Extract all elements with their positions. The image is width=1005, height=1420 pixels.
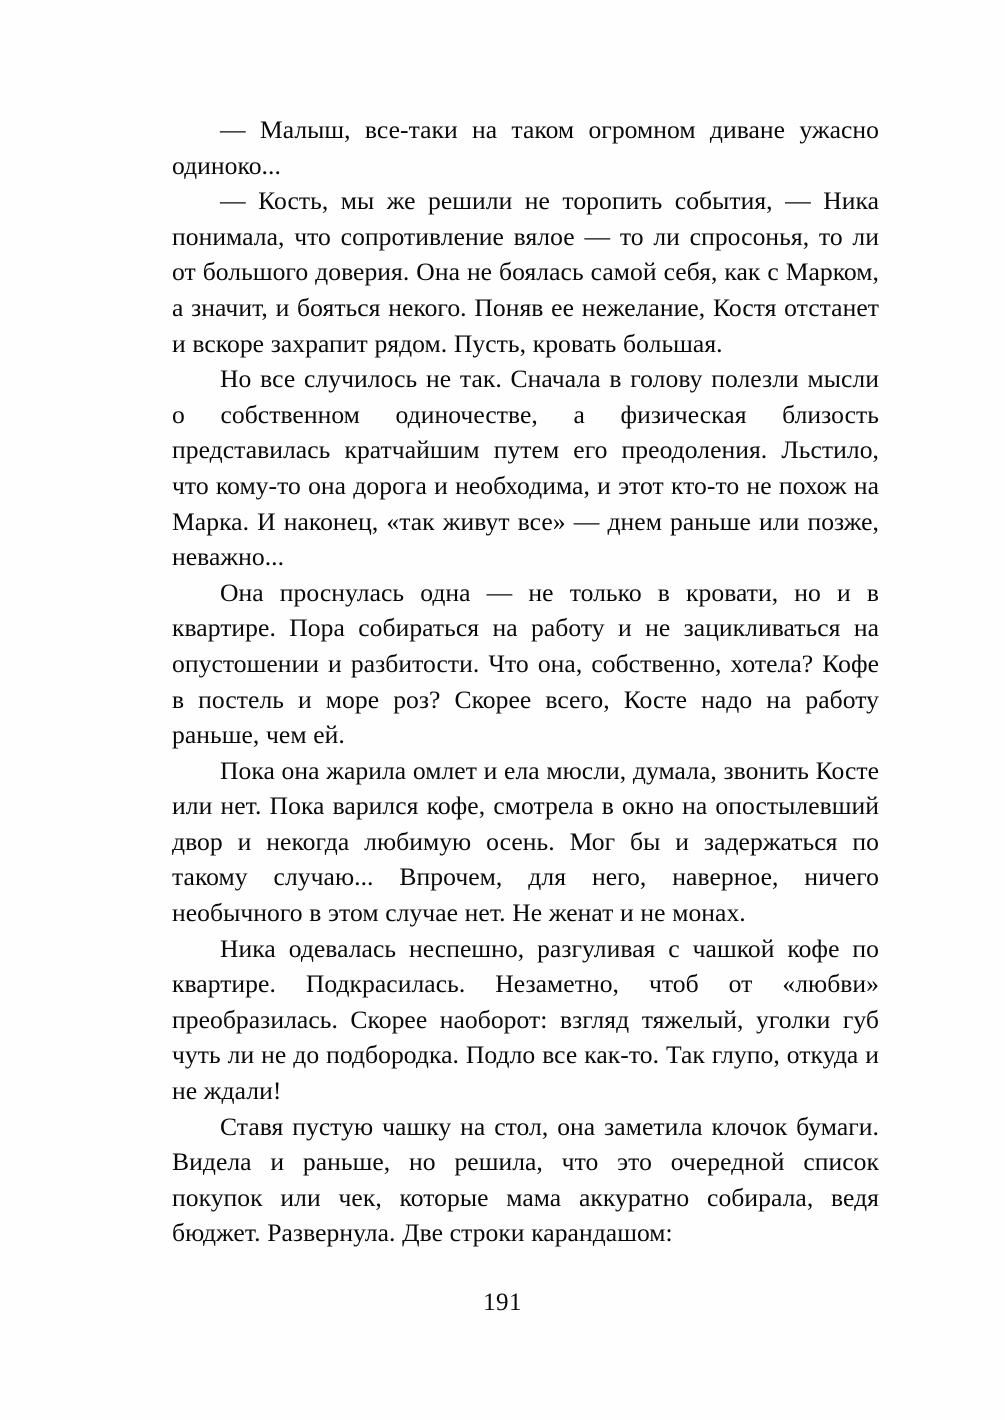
paragraph: — Кость, мы же решили не торопить события, — Ника понимала, что сопротивление вялое — то ли спросонья, то ли от большого доверия. Она не боялась самой себя, как с Марком, а значит, и бояться некого. Поняв ее нежелание, Костя отстанет и вскоре захрапит рядом. Пусть, кровать большая.	[172, 186, 879, 358]
paragraph: Ставя пустую чашку на стол, она заметила клочок бумаги. Видела и раньше, но решила, что это очередной список покупок или чек, которые мама аккуратно собирала, ведя бюджет. Развернула. Две строки карандашом:	[172, 1111, 879, 1248]
page-number: 191	[483, 1289, 522, 1316]
paragraph: Пока она жарила омлет и ела мюсли, думала, звонить Косте или нет. Пока варился кофе, смотрела в окно на опостылевший двор и некогда любимую осень. Мог бы и задержаться по такому случаю... Впрочем, для него, наверное, ничего необычного в этом случае нет. Не женат и не монах.	[172, 755, 879, 928]
paragraph: — Малыш, все‑таки на таком огромном диване ужасно одиноко...	[172, 115, 879, 180]
page-text-block	[172, 112, 879, 1251]
paragraph: Она проснулась одна — не только в кровати, но и в квартире. Пора собираться на работу и не зацикливаться на опустошении и разбитости. Что она, собственно, хотела? Кофе в постель и море роз? Скорее всего, Косте надо на работу раньше, чем ей.	[172, 577, 879, 750]
paragraph: Ника одевалась неспешно, разгуливая с чашкой кофе по квартире. Подкрасилась. Незаметно, чтоб от «любви» преобразилась. Скорее наоборот: взгляд тяжелый, уголки губ чуть ли не до подбородка. Подло все как‑то. Так глупо, откуда и не ждали!	[172, 933, 879, 1106]
paragraph: Но все случилось не так. Сначала в голову полезли мысли о собственном одиночестве, а физическая близость представилась кратчайшим путем его преодоления. Льстило, что кому‑то она дорога и необходима, и этот кто‑то не похож на Марка. И наконец, «так живут все» — днем раньше или позже, неважно...	[172, 364, 879, 572]
